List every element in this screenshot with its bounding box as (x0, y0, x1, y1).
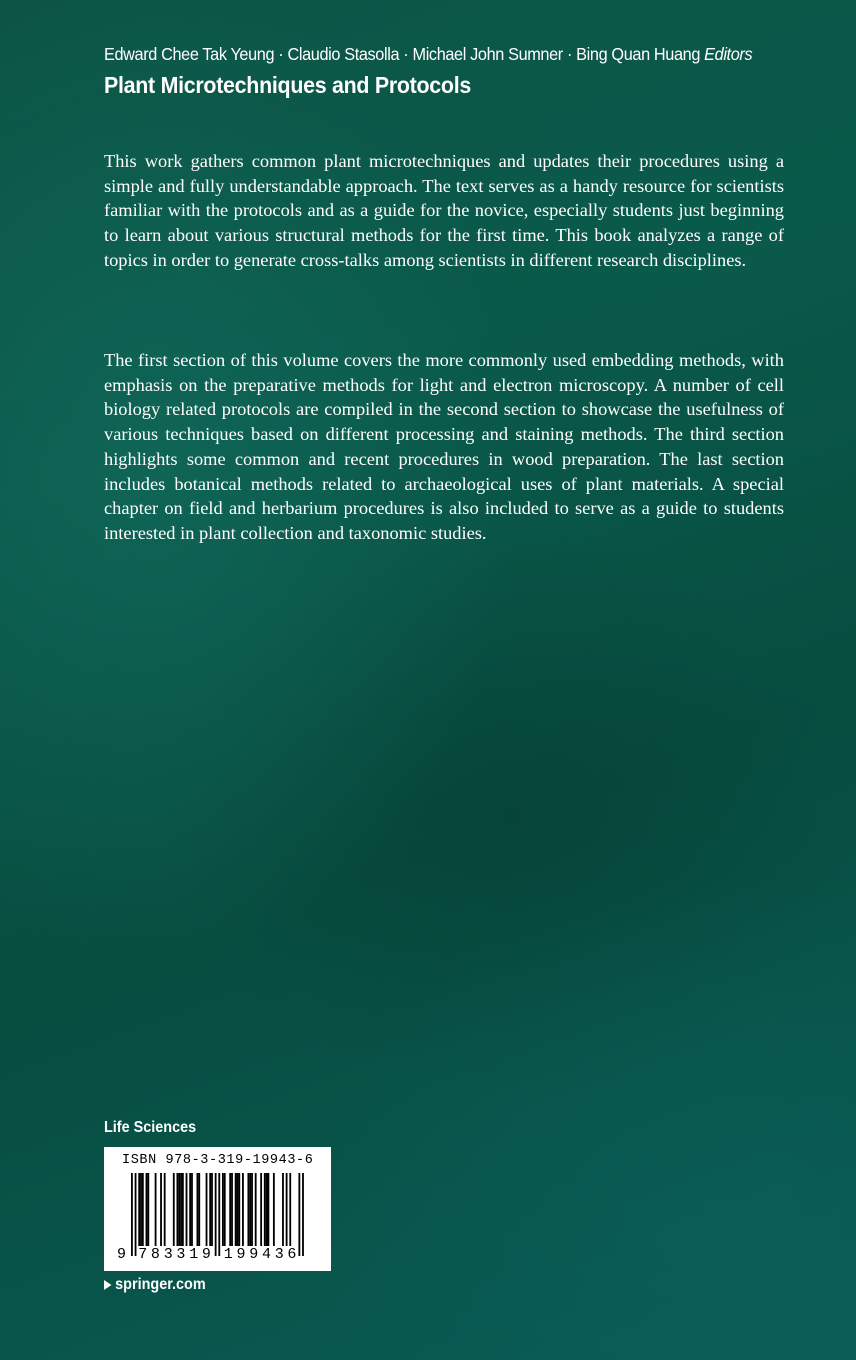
barcode-digit: 9 (117, 1246, 127, 1263)
description-paragraph-1: This work gathers common plant microtechniques and updates their procedures using a simple and fully understandable approach. The text serves as a handy resource for scientists familiar with the protocols and as a guide for the novice, especially students just beginning to learn about various structural methods for the first time. This book analyzes a range of topics in order to generate cross-talks among scientists in different research disciplines. (104, 151, 784, 270)
editors-names: Edward Chee Tak Yeung · Claudio Stasolla · Michael John Sumner · Bing Quan Huang (104, 44, 700, 64)
barcode-digit: 7 (138, 1246, 148, 1263)
website-label: springer.com (115, 1276, 206, 1293)
barcode-digit: 3 (176, 1246, 186, 1263)
isbn-label: ISBN 978-3-319-19943-6 (122, 1153, 314, 1168)
barcode-digit: 4 (262, 1246, 272, 1263)
barcode-digit: 1 (189, 1246, 199, 1263)
barcode-digits (104, 1147, 331, 1271)
barcode-digit: 9 (201, 1246, 211, 1263)
barcode-digit: 8 (150, 1246, 160, 1263)
editors-line (104, 44, 752, 65)
barcode-digit: 3 (274, 1246, 284, 1263)
barcode-digit: 1 (223, 1246, 233, 1263)
barcode-digit: 6 (287, 1246, 297, 1263)
barcode-digit: 9 (249, 1246, 259, 1263)
editors-role: Editors (704, 44, 753, 64)
isbn-barcode (104, 1147, 331, 1271)
arrow-right-icon (104, 1280, 111, 1290)
barcode-digit: 9 (236, 1246, 246, 1263)
publisher-website[interactable] (104, 1276, 206, 1294)
barcode-digit: 3 (163, 1246, 173, 1263)
description-paragraph-2: The first section of this volume covers the more commonly used embedding methods, with emphasis on the preparative methods for light and electron microscopy. A number of cell biology related protocols are compiled in the second section to showcase the usefulness of various techniques based on different processing and staining methods. The third section highlights some common and recent procedures in wood preparation. The last section includes botanical methods related to archaeological uses of plant materials. A special chapter on field and herbarium procedures is also included to serve as a guide to students interested in plant collection and taxonomic studies. (104, 350, 784, 543)
book-title: Plant Microtechniques and Protocols (104, 72, 472, 98)
subject-category: Life Sciences (104, 1119, 197, 1136)
